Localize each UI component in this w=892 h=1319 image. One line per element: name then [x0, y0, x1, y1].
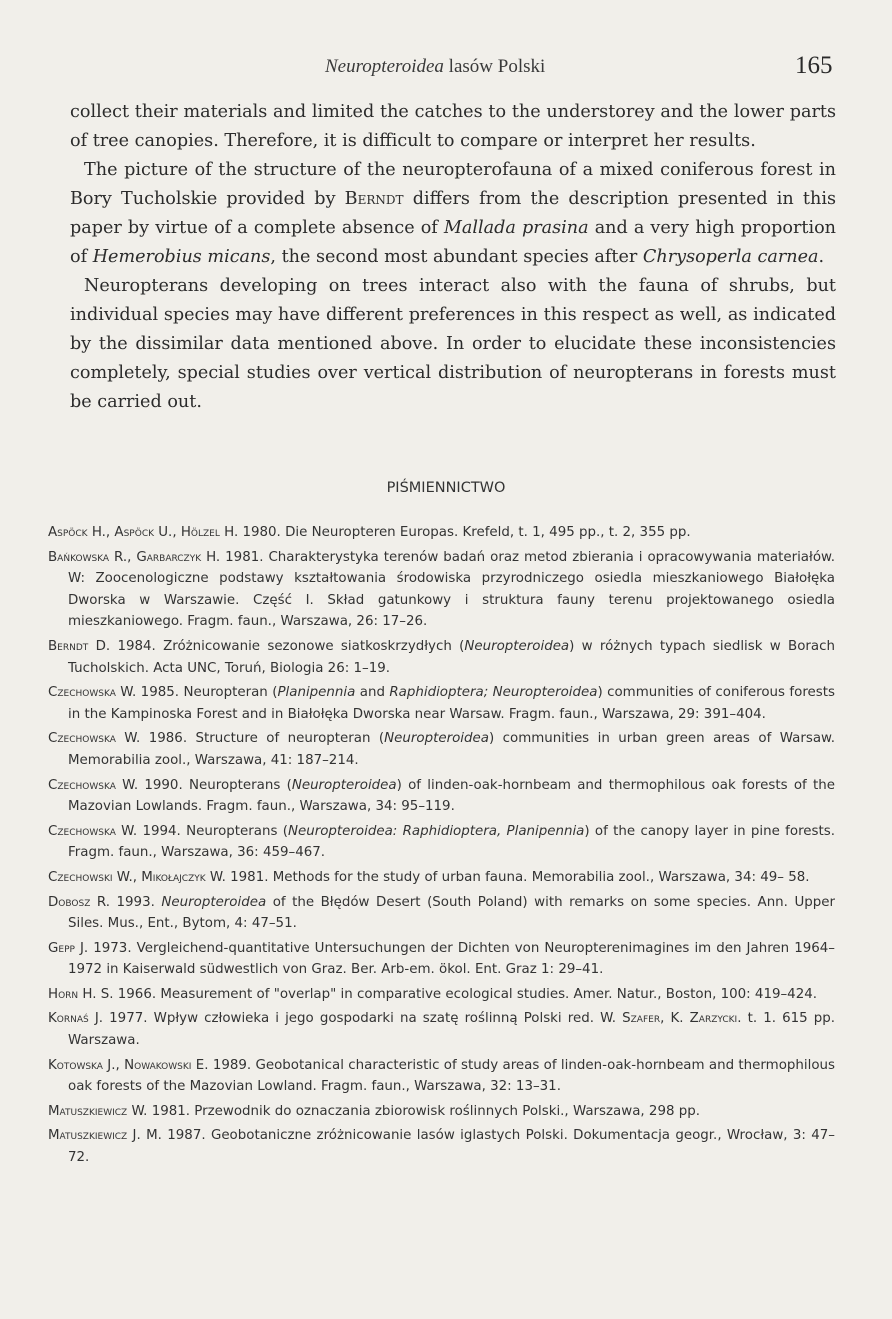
author-name: Czechowska W.	[48, 823, 138, 839]
italic-run: Neuropteroidea	[464, 638, 570, 654]
reference-entry	[48, 821, 835, 864]
text-run: ) of the canopy layer in pine forests. Fragm. faun., Warszawa, 36: 459–467.	[68, 823, 835, 861]
text-run: Neuropterans developing on trees interact also with the fauna of shrubs, but individual species may have different preferences in this respect as well, as indicated by the dissimilar data mentioned above. In order to elucidate these inconsistencies completely, special studies over vertical distribution of neuropterans in forests must be carried out.	[70, 276, 836, 412]
italic-run: Neuropteroidea	[384, 731, 489, 747]
reference-entry	[48, 892, 835, 935]
reference-entry	[48, 682, 835, 725]
italic-run: Mallada prasina	[443, 218, 589, 238]
author-name: Kornaś J.	[48, 1011, 104, 1027]
text-run: differs from the description presented in this paper by virtue of a complete absence of	[70, 189, 836, 238]
author-name: Czechowska W.	[48, 685, 137, 701]
page-header	[0, 54, 892, 84]
references-heading: PIŚMIENNICTWO	[386, 480, 506, 496]
author-name: Berndt	[344, 189, 404, 209]
text-run: 1981. Przewodnik do oznaczania zbiorowisk roślinnych Polski., Warszawa, 298 pp.	[147, 1103, 700, 1119]
italic-run: Chrysoperla carnea	[642, 247, 819, 267]
text-run: and	[355, 685, 390, 701]
text-run: 1973. Vergleichend-quantitative Untersuchungen der Dichten von Neuropterenimagines im den Jahren 1964–1972 in Kaiserwald südwestlich von Graz. Ber. Arb-em. ökol. Ent. Graz 1: 29–41.	[68, 940, 835, 978]
author-name: Bańkowska R., Garbarczyk H.	[48, 549, 221, 565]
reference-entry	[48, 1055, 835, 1098]
author-name: Matuszkiewicz W.	[48, 1103, 148, 1119]
text-run: ) w różnych typach siedlisk w Borach Tucholskich. Acta UNC, Toruń, Biologia 26: 1–19.	[68, 638, 835, 676]
reference-entry	[48, 1101, 835, 1123]
body-text	[70, 98, 836, 417]
author-name: Aspöck H., Aspöck U., Hölzel H.	[48, 525, 239, 540]
body-paragraph	[70, 156, 836, 272]
author-name: Kotowska J., Nowakowski E.	[48, 1057, 209, 1073]
running-title: Neuropteroidea lasów Polski	[325, 56, 546, 77]
text-run: ) communities in urban green areas of Warsaw. Memorabilia zool., Warszawa, 41: 187–214.	[68, 731, 835, 768]
text-run: 1990. Neuropterans (	[138, 777, 292, 793]
author-name: Berndt D.	[48, 638, 111, 654]
page-number: 165	[795, 52, 833, 79]
author-name: Szafer	[622, 1011, 661, 1027]
reference-entry	[48, 775, 835, 818]
text-run: 1981. Charakterystyka terenów badań oraz metod zbierania i opracowywania materiałów. W: Zoocenologiczne podstawy kształtowania środowiska przyrodniczego osiedla mieszkaniowego Białołęka Dworska w Warszawie. Część I. Skład gatunkowy i struktura fauny terenu projektowanego osiedla mieszkaniowego. Fragm. faun., Warszawa, 26: 17–26.	[68, 549, 835, 630]
author-name: Dobosz R.	[48, 894, 110, 910]
text-run: , the second most abundant species after	[270, 247, 643, 267]
author-name: Gepp J.	[48, 940, 89, 956]
reference-entry	[48, 867, 835, 889]
text-run: .	[818, 247, 825, 267]
author-name: Horn H. S.	[48, 986, 114, 1002]
italic-run: Neuropteroidea	[291, 777, 397, 793]
text-run: 1984. Zróżnicowanie sezonowe siatkoskrzydłych (	[110, 638, 465, 654]
reference-entry	[48, 938, 835, 981]
text-run: ) communities of coniferous forests in the Kampinoska Forest and in Białołęka Dworska near Warsaw. Fragm. faun., Warszawa, 29: 391–404.	[68, 685, 835, 722]
references-list	[48, 522, 835, 1172]
text-run: 1981. Methods for the study of urban fauna. Memorabilia zool., Warszawa, 34: 49– 58.	[225, 869, 810, 885]
reference-entry	[48, 728, 835, 771]
italic-run: Raphidioptera; Neuropteroidea	[389, 685, 598, 701]
italic-run: Neuropteroidea	[161, 894, 267, 910]
text-run: 1993.	[109, 894, 162, 910]
text-run: collect their materials and limited the catches to the understorey and the lower parts of tree canopies. Therefore, it is difficult to compare or interpret her results.	[70, 102, 836, 151]
reference-entry	[48, 984, 835, 1006]
author-name: Zarzycki	[689, 1011, 738, 1027]
reference-entry	[48, 1125, 835, 1168]
text-run: 1986. Structure of neuropteran (	[140, 731, 385, 747]
body-paragraph	[70, 98, 836, 156]
reference-entry	[48, 547, 835, 633]
text-run: 1966. Measurement of "overlap" in comparative ecological studies. Amer. Natur., Boston, 100: 419–424.	[113, 986, 817, 1002]
text-run: and a very high proportion of	[70, 218, 836, 267]
text-run: The picture of the structure of the neuropterofauna of a mixed coniferous forest in Bory Tucholskie provided by	[70, 160, 836, 209]
author-name: Czechowski W., Mikołajczyk W.	[48, 869, 226, 885]
text-run: of the Błędów Desert (South Poland) with remarks on some species. Ann. Upper Siles. Mus., Ent., Bytom, 4: 47–51.	[68, 894, 835, 932]
author-name: Czechowska W.	[48, 777, 139, 793]
text-run: 1989. Geobotanical characteristic of study areas of linden-oak-hornbeam and thermophilous oak forests of the Mazovian Lowland. Fragm. faun., Warszawa, 32: 13–31.	[68, 1057, 835, 1095]
text-run: 1977. Wpływ człowieka i jego gospodarki na szatę roślinną Polski red. W.	[103, 1011, 623, 1027]
text-run: 1987. Geobotaniczne zróżnicowanie lasów iglastych Polski. Dokumentacja geogr., Wrocław, 3: 47–72.	[68, 1128, 835, 1166]
italic-run: Neuropteroidea: Raphidioptera, Planipennia	[287, 823, 585, 839]
reference-entry	[48, 1008, 835, 1051]
text-run: 1980. Die Neuropteren Europas. Krefeld, t. 1, 495 pp., t. 2, 355 pp.	[238, 525, 691, 540]
body-paragraph	[70, 272, 836, 417]
italic-run: Hemerobius micans	[92, 247, 271, 267]
text-run: 1985. Neuropteran (	[136, 685, 278, 701]
italic-run: Planipennia	[277, 685, 356, 701]
reference-entry	[48, 636, 835, 679]
text-run: ) of linden-oak-hornbeam and thermophilous oak forests of the Mazovian Lowlands. Fragm. faun., Warszawa, 34: 95–119.	[68, 777, 835, 815]
text-run: . t. 1. 615 pp. Warszawa.	[68, 1011, 835, 1049]
author-name: Czechowska W.	[48, 731, 141, 747]
text-run: 1994. Neuropterans (	[137, 823, 288, 839]
author-name: Matuszkiewicz J. M.	[48, 1128, 162, 1144]
text-run: , K.	[660, 1011, 690, 1027]
reference-entry	[48, 522, 835, 544]
